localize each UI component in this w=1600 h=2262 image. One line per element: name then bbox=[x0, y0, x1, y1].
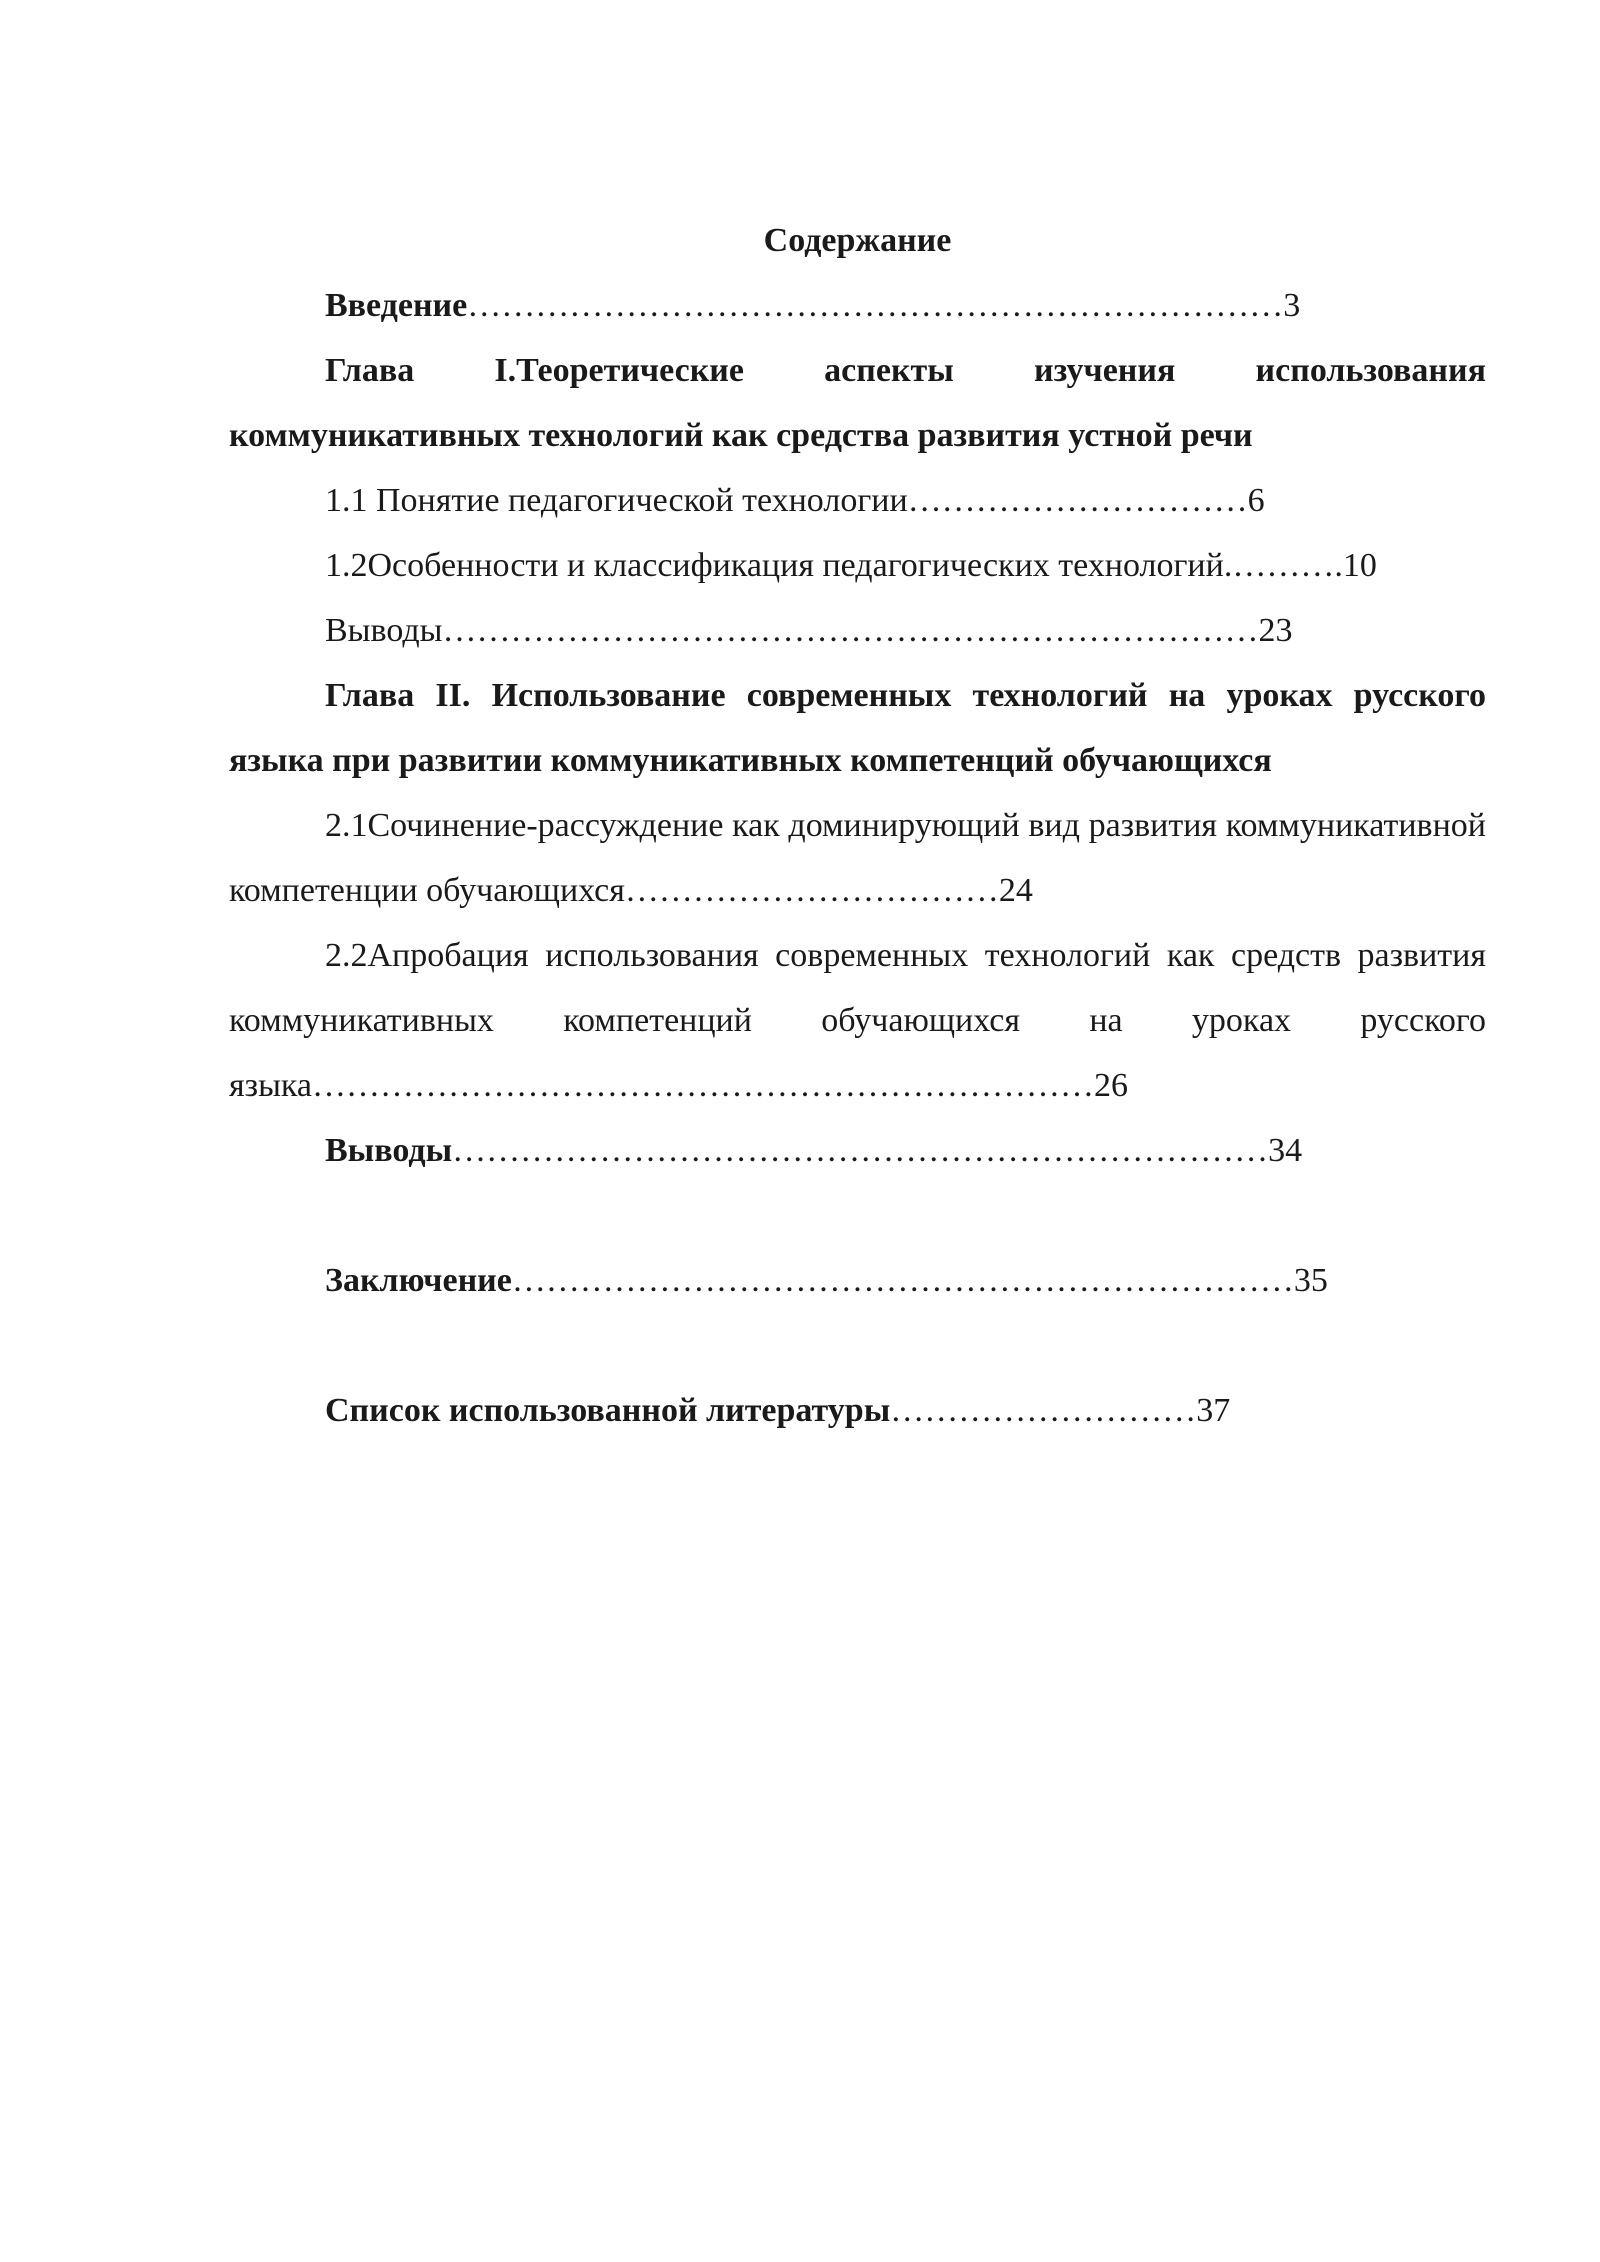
toc-entry-conclusions-2 bbox=[229, 1118, 1486, 1183]
toc-entry-label: Выводы bbox=[325, 612, 443, 649]
toc-entry-chapter-2 bbox=[229, 663, 1486, 793]
toc-entry-page: 23 bbox=[1258, 612, 1293, 649]
toc-entry-dots: ……………………………………………………………… bbox=[442, 612, 1259, 649]
toc-entry-page: 3 bbox=[1283, 287, 1301, 324]
toc-entry-bibliography bbox=[229, 1378, 1486, 1443]
toc-entry-page: 37 bbox=[1196, 1392, 1231, 1429]
toc-entry-dots: ……………………………………………………………… bbox=[467, 287, 1284, 324]
blank-line bbox=[229, 1183, 1486, 1248]
toc-entry-conclusion bbox=[229, 1248, 1486, 1313]
toc-entry-page: 10 bbox=[1342, 547, 1377, 584]
toc-entry-dots: …………………………………………………………… bbox=[511, 1262, 1294, 1299]
toc-entry-section-1-1 bbox=[229, 468, 1486, 533]
toc-entry-introduction bbox=[229, 273, 1486, 338]
toc-entry-section-2-2 bbox=[229, 923, 1486, 1118]
toc-entry-dots: ……………………………………………………………… bbox=[452, 1132, 1269, 1169]
table-of-contents bbox=[229, 208, 1486, 1443]
toc-entry-label: 1.2Особенности и классификация педагогических технологий. bbox=[325, 547, 1233, 584]
toc-entry-label: Глава I.Теоретические аспекты изучения использования коммуникативных технологий как средства развития устной речи bbox=[229, 352, 1486, 454]
toc-entry-page: 6 bbox=[1247, 482, 1265, 519]
toc-entry-conclusions-1 bbox=[229, 598, 1486, 663]
toc-entry-label: Заключение bbox=[325, 1262, 512, 1299]
toc-entry-label: Глава II. Использование современных технологий на уроках русского языка при развитии коммуникативных компетенций обучающихся bbox=[229, 677, 1486, 779]
toc-entry-chapter-1 bbox=[229, 338, 1486, 468]
toc-entry-dots: …………………………… bbox=[624, 872, 999, 909]
toc-entry-page: 24 bbox=[998, 872, 1033, 909]
toc-entry-page: 35 bbox=[1293, 1262, 1328, 1299]
toc-title: Содержание bbox=[763, 222, 952, 259]
toc-entry-label: 2.1Сочинение-рассуждение как доминирующий вид развития коммуникативной компетенции обучающихся bbox=[229, 807, 1486, 909]
toc-entry-dots: …………………………………………………………… bbox=[312, 1067, 1095, 1104]
toc-entry-label: Введение bbox=[325, 287, 468, 324]
toc-entry-label: 1.1 Понятие педагогической технологии bbox=[325, 482, 908, 519]
toc-entry-dots: ………. bbox=[1232, 547, 1343, 584]
toc-entry-page: 26 bbox=[1094, 1067, 1129, 1104]
toc-entry-label: 2.2Апробация использования современных технологий как средств развития коммуникативных компетенций обучающихся на уроках русского языка bbox=[229, 937, 1486, 1104]
blank-line bbox=[229, 1313, 1486, 1378]
toc-entry-section-1-2 bbox=[229, 533, 1486, 598]
toc-entry-dots: ………………………… bbox=[907, 482, 1248, 519]
toc-entry-label: Выводы bbox=[325, 1132, 453, 1169]
toc-entry-section-2-1 bbox=[229, 793, 1486, 923]
toc-entry-label: Список использованной литературы bbox=[325, 1392, 891, 1429]
toc-entry-dots: ……………………… bbox=[890, 1392, 1197, 1429]
toc-entry-page: 34 bbox=[1268, 1132, 1303, 1169]
